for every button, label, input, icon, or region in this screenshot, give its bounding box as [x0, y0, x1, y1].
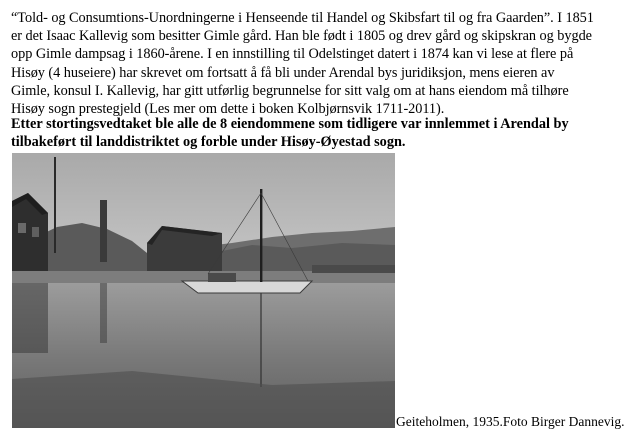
boathouse-reflection — [12, 283, 48, 353]
boathouse-window — [32, 227, 39, 237]
lumber-stack — [312, 265, 395, 273]
flag-pole — [54, 157, 56, 253]
bold-line: Etter stortingsvedtaket ble alle de 8 eiendommene som tidligere var innlemmet i Arendal by — [11, 116, 569, 132]
bold-paragraph — [11, 116, 635, 151]
paragraph-line: er det Isaac Kallevig som besitter Gimle gård. Han ble født i 1805 og drev gård og skipskran og bygde — [11, 28, 592, 45]
boat-mast — [260, 189, 262, 282]
chimney-reflection — [100, 283, 107, 343]
paragraph-line: Hisøy (4 huseiere) har skrevet om fortsatt å få bli under Arendal bys juridiksjon, mens eieren av — [11, 64, 555, 81]
chimney — [100, 200, 107, 262]
boat-hull — [182, 281, 312, 293]
paragraph-line: Hisøy sogn prestegjeld (Les mer om dette i boken Kolbjørnsvik 1711-2011). — [11, 101, 445, 118]
lumber-stack — [332, 259, 392, 265]
body-paragraph — [11, 9, 635, 118]
boathouse-window — [18, 223, 26, 233]
boat-cabin — [208, 273, 236, 282]
photo-caption: Geiteholmen, 1935.Foto Birger Dannevig. — [396, 414, 625, 429]
harbor-scene-illustration — [12, 153, 395, 428]
bold-line: tilbakeført til landdistriktet og forble under Hisøy-Øyestad sogn. — [11, 133, 406, 150]
paragraph-line: “Told- og Consumtions-Unordningerne i Henseende til Handel og Skibsfart til og fra Gaarden”. I 1851 — [11, 10, 594, 26]
paragraph-line: opp Gimle dampsag i 1860-årene. I en innstilling til Odelstinget datert i 1874 kan vi lese at flere på — [11, 46, 574, 63]
paragraph-line: Gimle, konsul I. Kallevig, har gitt utførlig begrunnelse for sitt valg om at hans eiendom må tilhøre — [11, 82, 569, 99]
historic-photo — [12, 153, 395, 428]
mast-reflection — [260, 287, 262, 387]
